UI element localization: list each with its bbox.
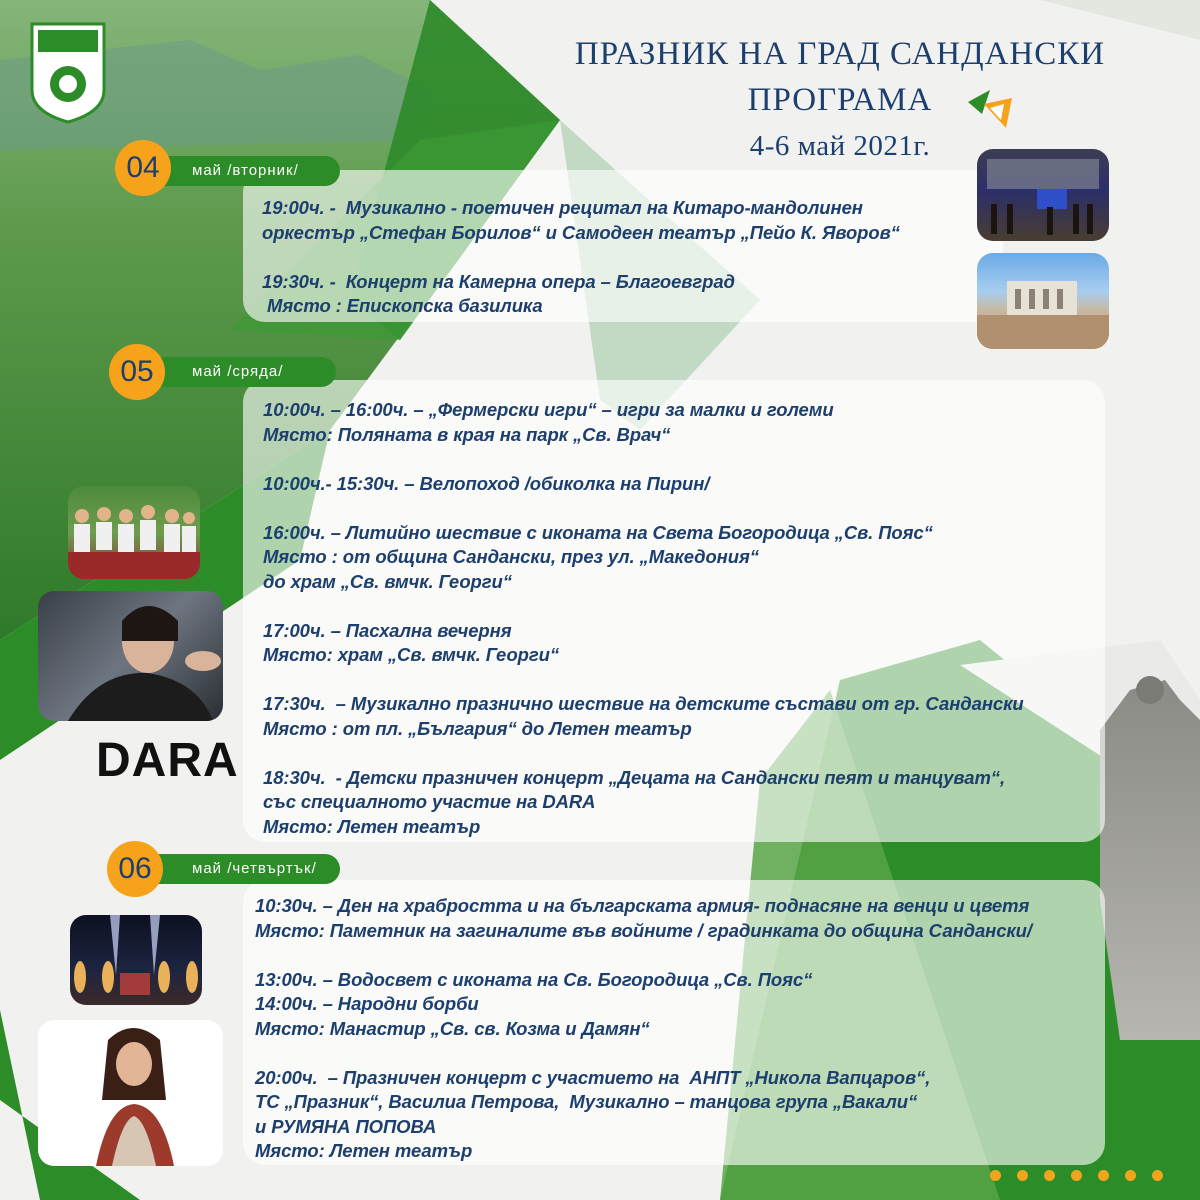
day-05-label: май /сряда/ [130,357,336,387]
triangle-decoration-icon [968,90,1012,130]
event-line [263,496,1024,521]
monument-statue [1100,676,1200,1040]
event-line: 19:30ч. - Концерт на Камерна опера – Благоевград [262,270,735,292]
day-05-events [263,398,1024,839]
event-line: 18:30ч. - Детски празничен концерт „Децата на Сандански пеят и танцуват“, [263,766,1005,788]
event-line [263,668,1024,693]
event-line [255,1041,1032,1066]
event-line: Място: Паметник на загиналите във войните / градинката до община Сандански/ [255,919,1032,941]
day-05-circle: 05 [109,344,165,400]
event-line [255,943,1032,968]
event-line [262,245,900,270]
orchestra-photo [977,149,1109,241]
basilica-photo [977,253,1109,349]
sandanski-crest-logo [28,20,108,125]
event-line: Място: Поляната в края на парк „Св. Врач“ [263,423,671,445]
event-line: със специалното участие на DARA [263,791,596,812]
event-line: Място : от община Сандански, през ул. „Македония“ [263,546,759,567]
event-line: 13:00ч. – Водосвет с иконата на Св. Богородица „Св. Пояс“ [255,968,813,990]
event-line: 17:30ч. – Музикално празнично шествие на детските състави от гр. Сандански [263,693,1024,714]
event-line: Място: храм „Св. вмчк. Георги“ [263,644,559,665]
event-line: 10:30ч. – Ден на храбростта и на българската армия- поднасяне на венци и цветя [255,895,1030,916]
day-06-label: май /четвъртък/ [130,854,340,884]
event-line: 10:00ч. – 16:00ч. – „Фермерски игри“ – игри за малки и големи [263,399,834,420]
event-line: оркестър „Стефан Борилов“ и Самодеен театър „Пейо К. Яворов“ [262,221,900,243]
event-line: 19:00ч. - Музикално - поетичен рецитал на Китаро-мандолинен [262,197,863,218]
dara-logo: DARA [96,734,239,787]
event-line: 14:00ч. – Народни борби [255,993,479,1014]
day-04-events [262,196,900,319]
page-title: ПРАЗНИК НА ГРАД САНДАНСКИ [574,36,1106,72]
event-line: ТС „Празник“, Василиа Петрова, Музикално – танцова група „Вакали“ [255,1091,918,1112]
event-line: Място: Летен театър [255,1140,473,1161]
program-subtitle: ПРОГРАМА [747,82,933,118]
day-04-label: май /вторник/ [130,156,340,186]
event-line: Място : Епископска базилика [262,295,543,316]
folk-ensemble-photo [70,915,202,1005]
event-line: 20:00ч. – Празничен концерт с участието на АНПТ „Никола Вапцаров“, [255,1066,931,1088]
event-line: 10:00ч.- 15:30ч. – Велопоход /обиколка на Пирин/ [263,472,710,494]
event-line: 17:00ч. – Пасхална вечерня [263,619,512,641]
decorative-dots [990,1168,1179,1182]
date-range: 4-6 май 2021г. [749,130,931,162]
event-line: Място : от пл. „България“ до Летен театър [263,717,692,739]
children-choir-photo [68,486,200,579]
event-line [263,594,1024,619]
event-line: Място: Манастир „Св. св. Козма и Дамян“ [255,1017,650,1039]
dara-singer-photo [38,591,223,721]
rumyana-popova-photo [38,1020,223,1166]
event-line [263,741,1024,766]
event-line: Място: Летен театър [263,815,481,837]
day-06-events [255,894,1032,1164]
event-line [263,447,1024,472]
event-line: 16:00ч. – Литийно шествие с иконата на Света Богородица „Св. Пояс“ [263,521,933,543]
event-line: и РУМЯНА ПОПОВА [255,1115,437,1137]
day-06-circle: 06 [107,841,163,897]
event-line: до храм „Св. вмчк. Георги“ [263,570,512,592]
day-04-circle: 04 [115,140,171,196]
